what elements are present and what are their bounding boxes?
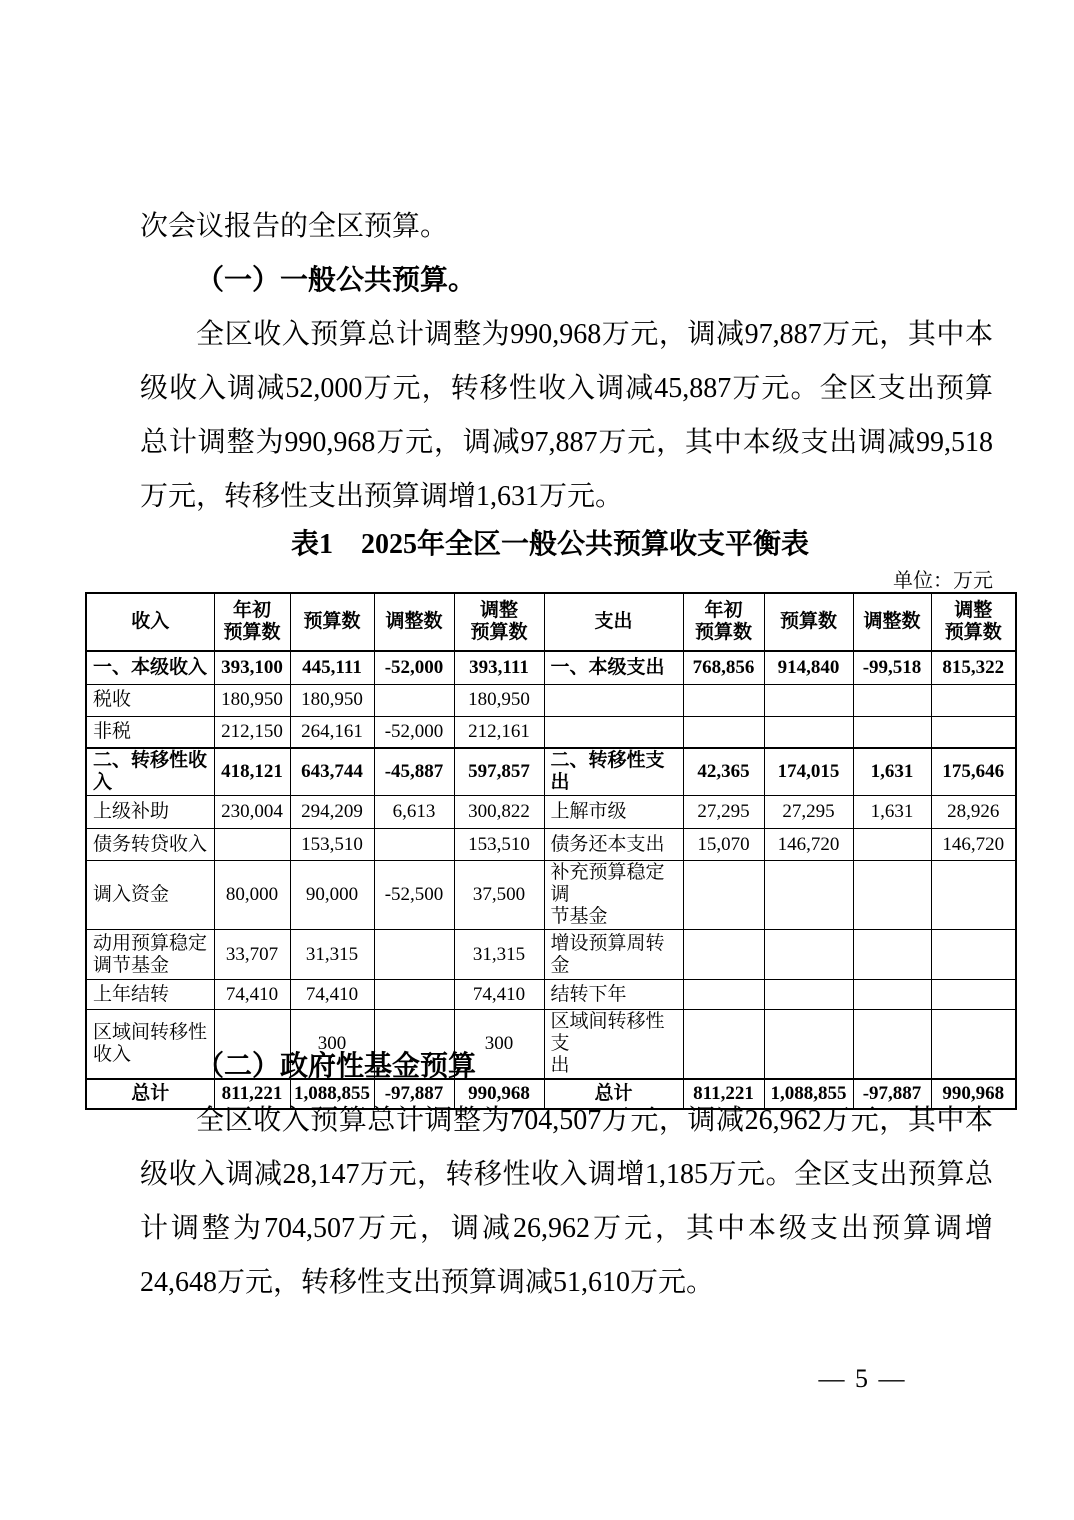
table-cell: 300,822 <box>454 796 544 829</box>
table-cell: 597,857 <box>454 748 544 796</box>
section2-paragraph: 全区收入预算总计调整为704,507万元，调减26,962万元，其中本级收入调减28,147万元，转移性收入调增1,185万元。全区支出预算总计调整为704,507万元，调减26,962万元，其中本级支出预算调增24,648万元，转移性支出预算调减51,610万元。 <box>140 1105 993 1298</box>
column-header: 调整数 <box>374 593 454 651</box>
table-cell <box>683 716 764 748</box>
table-cell <box>764 861 853 930</box>
table-cell: 264,161 <box>290 716 374 748</box>
table-cell: 28,926 <box>931 796 1016 829</box>
row-label: 增设预算周转金 <box>544 930 683 980</box>
table-cell: 811,221 <box>214 1079 290 1109</box>
table-cell <box>853 716 931 748</box>
row-label: 上级补助 <box>86 796 214 829</box>
table-cell <box>683 684 764 716</box>
column-header: 预算数 <box>290 593 374 651</box>
table-cell: 153,510 <box>454 829 544 861</box>
table-cell <box>374 684 454 716</box>
table-row <box>86 748 1016 796</box>
table-cell: 393,111 <box>454 651 544 684</box>
table-row <box>86 651 1016 684</box>
table-cell <box>931 980 1016 1010</box>
row-label: 非税 <box>86 716 214 748</box>
row-label <box>544 684 683 716</box>
section1-heading: （一）一般公共预算。 <box>196 265 477 296</box>
row-label: 结转下年 <box>544 980 683 1010</box>
table-cell <box>374 829 454 861</box>
table-cell: 300 <box>454 1010 544 1080</box>
table-cell: -52,000 <box>374 716 454 748</box>
table-cell <box>764 716 853 748</box>
row-label: 上年结转 <box>86 980 214 1010</box>
table-cell: 418,121 <box>214 748 290 796</box>
table-cell: 1,088,855 <box>290 1079 374 1109</box>
row-label <box>544 716 683 748</box>
table-cell: 31,315 <box>290 930 374 980</box>
table-cell <box>853 980 931 1010</box>
row-label: 债务还本支出 <box>544 829 683 861</box>
page-number: — 5 — <box>818 1364 907 1393</box>
table-row <box>86 930 1016 980</box>
table-cell: 27,295 <box>764 796 853 829</box>
table-cell: 990,968 <box>454 1079 544 1109</box>
table-unit-label: 单位：万元 <box>893 570 993 592</box>
table-cell <box>214 829 290 861</box>
table-cell: 1,631 <box>853 796 931 829</box>
table-cell: -97,887 <box>374 1079 454 1109</box>
table-cell: 768,856 <box>683 651 764 684</box>
table-cell: 33,707 <box>214 930 290 980</box>
table-row <box>86 716 1016 748</box>
table-row <box>86 980 1016 1010</box>
column-header: 调整 预算数 <box>454 593 544 651</box>
row-label: 调入资金 <box>86 861 214 930</box>
table-cell <box>853 861 931 930</box>
row-label: 税收 <box>86 684 214 716</box>
table-cell <box>853 930 931 980</box>
table-cell: 445,111 <box>290 651 374 684</box>
table-cell: -97,887 <box>853 1079 931 1109</box>
row-label: 一、本级收入 <box>86 651 214 684</box>
column-header: 年初 预算数 <box>214 593 290 651</box>
table-cell: 914,840 <box>764 651 853 684</box>
table-cell <box>931 930 1016 980</box>
table-cell <box>853 829 931 861</box>
table-row <box>86 829 1016 861</box>
column-header: 年初 预算数 <box>683 593 764 651</box>
table-cell: 37,500 <box>454 861 544 930</box>
table-header <box>86 593 1016 651</box>
section1-paragraph: 全区收入预算总计调整为990,968万元，调减97,887万元，其中本级收入调减52,000万元，转移性收入调减45,887万元。全区支出预算总计调整为990,968万元，调减97,887万元，其中本级支出调减99,518万元，转移性支出预算调增1,631万元。 <box>140 319 993 512</box>
row-label: 一、本级支出 <box>544 651 683 684</box>
table-cell: 74,410 <box>214 980 290 1010</box>
table-cell: 393,100 <box>214 651 290 684</box>
table-cell: 74,410 <box>290 980 374 1010</box>
table-cell: 80,000 <box>214 861 290 930</box>
row-label: 总计 <box>86 1079 214 1109</box>
row-label: 债务转贷收入 <box>86 829 214 861</box>
table-cell: -52,000 <box>374 651 454 684</box>
table-cell: 175,646 <box>931 748 1016 796</box>
paragraph-continuation: 次会议报告的全区预算。 <box>140 211 449 242</box>
row-label: 上解市级 <box>544 796 683 829</box>
table-cell: -45,887 <box>374 748 454 796</box>
table-cell: 1,631 <box>853 748 931 796</box>
table-row <box>86 684 1016 716</box>
row-label: 二、转移性支出 <box>544 748 683 796</box>
table-cell <box>853 684 931 716</box>
table-cell: 300 <box>290 1010 374 1080</box>
table-cell: 230,004 <box>214 796 290 829</box>
table-cell: 990,968 <box>931 1079 1016 1109</box>
row-label: 区域间转移性支 出 <box>544 1010 683 1080</box>
table-title: 表1 2025年全区一般公共预算收支平衡表 <box>290 529 809 560</box>
row-label: 动用预算稳定 调节基金 <box>86 930 214 980</box>
table-cell: 174,015 <box>764 748 853 796</box>
table-cell: -99,518 <box>853 651 931 684</box>
column-header: 预算数 <box>764 593 853 651</box>
table-cell: 180,950 <box>454 684 544 716</box>
table-header-row <box>86 593 1016 651</box>
column-header: 调整数 <box>853 593 931 651</box>
table-row <box>86 796 1016 829</box>
table-cell: -52,500 <box>374 861 454 930</box>
table-cell: 27,295 <box>683 796 764 829</box>
table-cell: 180,950 <box>214 684 290 716</box>
table-cell <box>931 861 1016 930</box>
table-cell: 146,720 <box>764 829 853 861</box>
table-cell: 42,365 <box>683 748 764 796</box>
table-cell: 811,221 <box>683 1079 764 1109</box>
column-header: 收入 <box>86 593 214 651</box>
row-label: 补充预算稳定调 节基金 <box>544 861 683 930</box>
table-cell: 815,322 <box>931 651 1016 684</box>
table-cell: 212,161 <box>454 716 544 748</box>
table-cell <box>374 930 454 980</box>
table-cell <box>931 716 1016 748</box>
table-cell <box>683 930 764 980</box>
table-cell <box>374 980 454 1010</box>
table-cell: 74,410 <box>454 980 544 1010</box>
bottom-text-block <box>140 1040 993 1310</box>
table-cell: 6,613 <box>374 796 454 829</box>
budget-balance-table <box>85 592 1017 1110</box>
table-cell: 643,744 <box>290 748 374 796</box>
column-header: 支出 <box>544 593 683 651</box>
table-cell: 90,000 <box>290 861 374 930</box>
table-cell: 180,950 <box>290 684 374 716</box>
column-header: 调整 预算数 <box>931 593 1016 651</box>
table-cell: 15,070 <box>683 829 764 861</box>
table-cell: 212,150 <box>214 716 290 748</box>
table-cell <box>931 684 1016 716</box>
table-cell: 31,315 <box>454 930 544 980</box>
section2-heading: （二）政府性基金预算 <box>196 1051 477 1082</box>
table-cell: 294,209 <box>290 796 374 829</box>
table-cell <box>683 861 764 930</box>
table-cell: 153,510 <box>290 829 374 861</box>
table-cell <box>764 684 853 716</box>
table-cell <box>764 930 853 980</box>
row-label: 总计 <box>544 1079 683 1109</box>
row-label: 二、转移性收入 <box>86 748 214 796</box>
table-cell <box>764 980 853 1010</box>
row-label: 区域间转移性 收入 <box>86 1010 214 1080</box>
table-cell: 1,088,855 <box>764 1079 853 1109</box>
table-cell <box>683 980 764 1010</box>
top-text-block <box>140 200 993 524</box>
table-row <box>86 861 1016 930</box>
table-cell: 146,720 <box>931 829 1016 861</box>
